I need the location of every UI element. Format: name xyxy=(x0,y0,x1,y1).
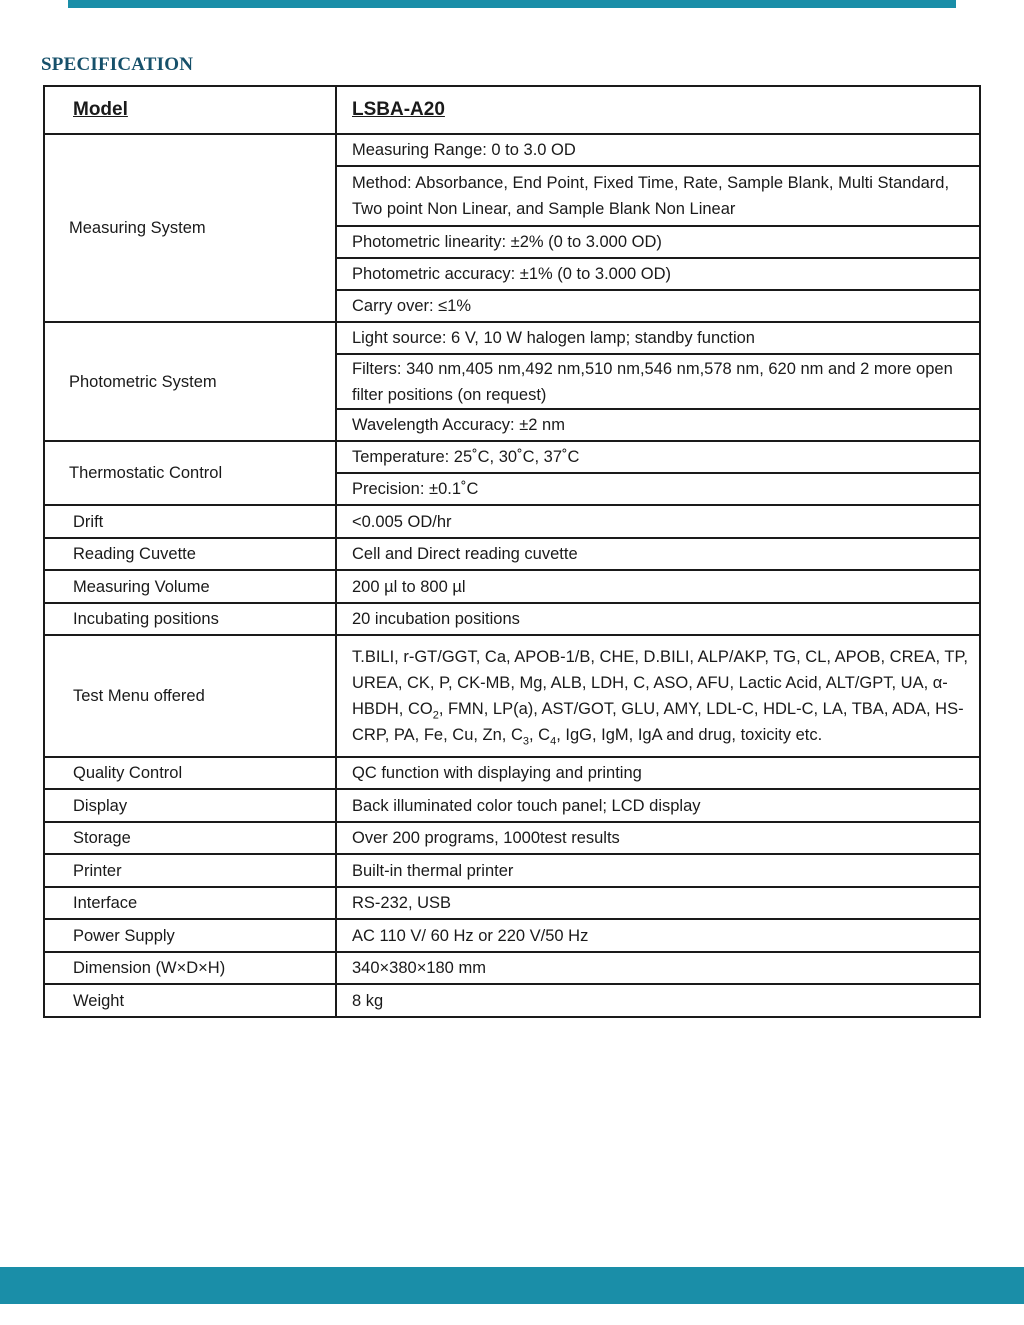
top-accent-bar xyxy=(68,0,956,8)
model-header-label: Model xyxy=(44,86,336,134)
table-row xyxy=(44,441,980,473)
bottom-accent-bar xyxy=(0,1267,1024,1304)
power-supply-label: Power Supply xyxy=(44,919,336,952)
measuring-volume-value: 200 µl to 800 µl xyxy=(336,570,980,603)
measuring-volume-label: Measuring Volume xyxy=(44,570,336,603)
precision: Precision: ±0.1˚C xyxy=(336,473,980,505)
model-header-value: LSBA-A20 xyxy=(336,86,980,134)
storage-label: Storage xyxy=(44,822,336,854)
test-menu-tail: , IgG, IgM, IgA and drug, toxicity etc. xyxy=(556,726,823,744)
photometric-system-label: Photometric System xyxy=(44,322,336,441)
storage-value: Over 200 programs, 1000test results xyxy=(336,822,980,854)
incubating-positions-value: 20 incubation positions xyxy=(336,603,980,635)
table-row xyxy=(44,570,980,603)
power-supply-value: AC 110 V/ 60 Hz or 220 V/50 Hz xyxy=(336,919,980,952)
display-value: Back illuminated color touch panel; LCD display xyxy=(336,789,980,822)
table-row xyxy=(44,854,980,887)
temperature: Temperature: 25˚C, 30˚C, 37˚C xyxy=(336,441,980,473)
table-header-row xyxy=(44,86,980,134)
test-menu-line-3: , FMN, LP(a), AST/GOT, GLU, AMY, LDL-C, HDL-C, LA, TBA, ADA, HS-CRP, PA, Fe, xyxy=(352,700,964,744)
test-menu-co-subscript: 2 xyxy=(432,709,439,722)
dimension-label: Dimension (W×D×H) xyxy=(44,952,336,984)
table-row xyxy=(44,538,980,570)
dimension-value: 340×380×180 mm xyxy=(336,952,980,984)
wavelength-accuracy: Wavelength Accuracy: ±2 nm xyxy=(336,409,980,441)
table-row xyxy=(44,134,980,166)
test-menu-label: Test Menu offered xyxy=(44,635,336,757)
reading-cuvette-value: Cell and Direct reading cuvette xyxy=(336,538,980,570)
reading-cuvette-label: Reading Cuvette xyxy=(44,538,336,570)
photometric-linearity: Photometric linearity: ±2% (0 to 3.000 OD) xyxy=(336,226,980,258)
test-menu-cu: Cu, Zn, C xyxy=(452,726,523,744)
quality-control-value: QC function with displaying and printing xyxy=(336,757,980,789)
filters: Filters: 340 nm,405 nm,492 nm,510 nm,546 nm,578 nm, 620 nm and 2 more open filter positions (on request) xyxy=(336,354,980,409)
light-source: Light source: 6 V, 10 W halogen lamp; standby function xyxy=(336,322,980,354)
test-menu-c3-subscript: 3 xyxy=(522,735,530,748)
photometric-accuracy: Photometric accuracy: ±1% (0 to 3.000 OD) xyxy=(336,258,980,290)
table-row xyxy=(44,822,980,854)
quality-control-label: Quality Control xyxy=(44,757,336,789)
incubating-positions-label: Incubating positions xyxy=(44,603,336,635)
measuring-system-label: Measuring System xyxy=(44,134,336,322)
test-menu-c4-subscript: 4 xyxy=(550,735,557,748)
carry-over: Carry over: ≤1% xyxy=(336,290,980,322)
drift-label: Drift xyxy=(44,505,336,538)
table-row xyxy=(44,952,980,984)
table-row xyxy=(44,887,980,919)
measuring-range: Measuring Range: 0 to 3.0 OD xyxy=(336,134,980,166)
test-menu-line-1: T.BILI, r-GT/GGT, Ca, APOB-1/B, CHE, D.BILI, ALP/AKP, TG, CL, APOB, CREA, TP, UREA, CK, P, CK-MB, Mg, ALB, LDH, C, ASO, AFU, Lactic Acid, ALT/GPT, UA, α-HBDH, xyxy=(352,648,968,718)
interface-value: RS-232, USB xyxy=(336,887,980,919)
weight-value: 8 kg xyxy=(336,984,980,1017)
table-row xyxy=(44,635,980,757)
table-row xyxy=(44,757,980,789)
interface-label: Interface xyxy=(44,887,336,919)
printer-label: Printer xyxy=(44,854,336,887)
specification-table xyxy=(43,85,981,1018)
section-title: SPECIFICATION xyxy=(41,54,194,75)
table-row xyxy=(44,322,980,354)
measuring-method: Method: Absorbance, End Point, Fixed Time, Rate, Sample Blank, Multi Standard, Two point Non Linear, and Sample Blank Non Linear xyxy=(336,166,980,226)
table-row xyxy=(44,505,980,538)
test-menu-co: CO xyxy=(407,700,433,718)
table-row xyxy=(44,919,980,952)
thermostatic-control-label: Thermostatic Control xyxy=(44,441,336,505)
drift-value: <0.005 OD/hr xyxy=(336,505,980,538)
test-menu-value xyxy=(336,635,980,757)
printer-value: Built-in thermal printer xyxy=(336,854,980,887)
table-row xyxy=(44,984,980,1017)
table-row xyxy=(44,603,980,635)
table-row xyxy=(44,789,980,822)
display-label: Display xyxy=(44,789,336,822)
weight-label: Weight xyxy=(44,984,336,1017)
test-menu-c4: , C xyxy=(529,726,551,744)
